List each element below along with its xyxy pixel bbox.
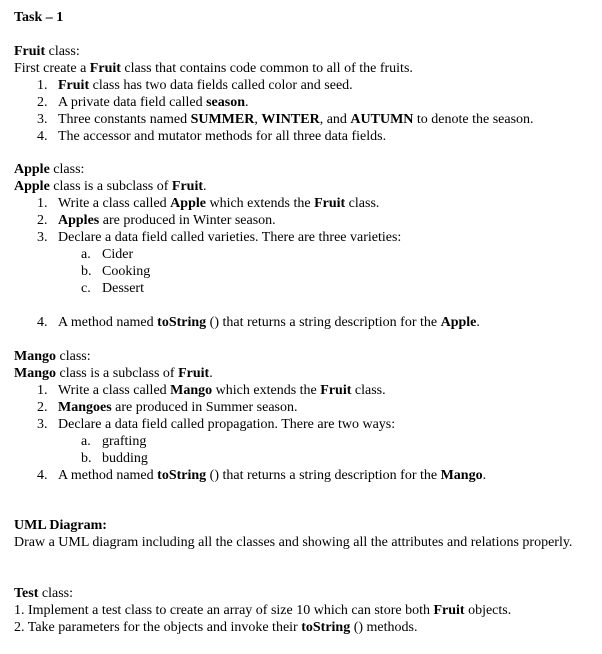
apple-item-1: Write a class called Apple which extends the Fruit class.	[58, 196, 380, 211]
mango-item-number: 1.	[37, 383, 48, 398]
apple-item-4: A method named toString () that returns a string description for the Apple.	[58, 315, 480, 330]
test-line-1: 1. Implement a test class to create an array of size 10 which can store both Fruit objects.	[14, 603, 512, 618]
apple-item-number: 1.	[37, 196, 48, 211]
apple-item-number: 3.	[37, 230, 48, 245]
apple-item-number: 4.	[37, 315, 48, 330]
apple-item-2: Apples are produced in Winter season.	[58, 213, 276, 228]
fruit-item-number: 4.	[37, 129, 48, 144]
mango-heading: Mango class:	[14, 349, 91, 364]
fruit-item-number: 2.	[37, 95, 48, 110]
variety-letter: c.	[81, 281, 91, 296]
variety-item: Cooking	[102, 264, 151, 279]
way-letter: b.	[81, 451, 92, 466]
fruit-heading: Fruit class:	[14, 44, 80, 59]
variety-letter: a.	[81, 247, 91, 262]
mango-item-number: 3.	[37, 417, 48, 432]
way-letter: a.	[81, 434, 91, 449]
mango-intro: Mango class is a subclass of Fruit.	[14, 366, 213, 381]
mango-item-4: A method named toString () that returns a string description for the Mango.	[58, 468, 487, 483]
mango-item-2: Mangoes are produced in Summer season.	[58, 400, 298, 415]
variety-item: Dessert	[102, 281, 144, 296]
fruit-item-2: A private data field called season.	[58, 95, 249, 110]
way-item: grafting	[102, 434, 147, 449]
uml-heading: UML Diagram:	[14, 518, 107, 533]
test-heading: Test class:	[14, 586, 73, 601]
mango-item-3: Declare a data field called propagation. There are two ways:	[58, 417, 396, 432]
apple-item-number: 2.	[37, 213, 48, 228]
mango-item-number: 4.	[37, 468, 48, 483]
test-line-2: 2. Take parameters for the objects and invoke their toString () methods.	[14, 620, 418, 635]
apple-heading: Apple class:	[14, 162, 85, 177]
uml-text: Draw a UML diagram including all the classes and showing all the attributes and relations properly.	[14, 535, 573, 550]
apple-item-3: Declare a data field called varieties. There are three varieties:	[58, 230, 402, 245]
fruit-item-number: 3.	[37, 112, 48, 127]
mango-item-1: Write a class called Mango which extends the Fruit class.	[58, 383, 386, 398]
fruit-item-3: Three constants named SUMMER, WINTER, and AUTUMN to denote the season.	[58, 112, 534, 127]
task-title: Task – 1	[14, 10, 64, 25]
mango-item-number: 2.	[37, 400, 48, 415]
way-item: budding	[102, 451, 148, 466]
fruit-item-4: The accessor and mutator methods for all three data fields.	[58, 129, 387, 144]
variety-item: Cider	[102, 247, 134, 262]
fruit-item-1: Fruit class has two data fields called color and seed.	[58, 78, 353, 93]
variety-letter: b.	[81, 264, 92, 279]
fruit-item-number: 1.	[37, 78, 48, 93]
fruit-intro: First create a Fruit class that contains code common to all of the fruits.	[14, 61, 413, 76]
apple-intro: Apple class is a subclass of Fruit.	[14, 179, 207, 194]
